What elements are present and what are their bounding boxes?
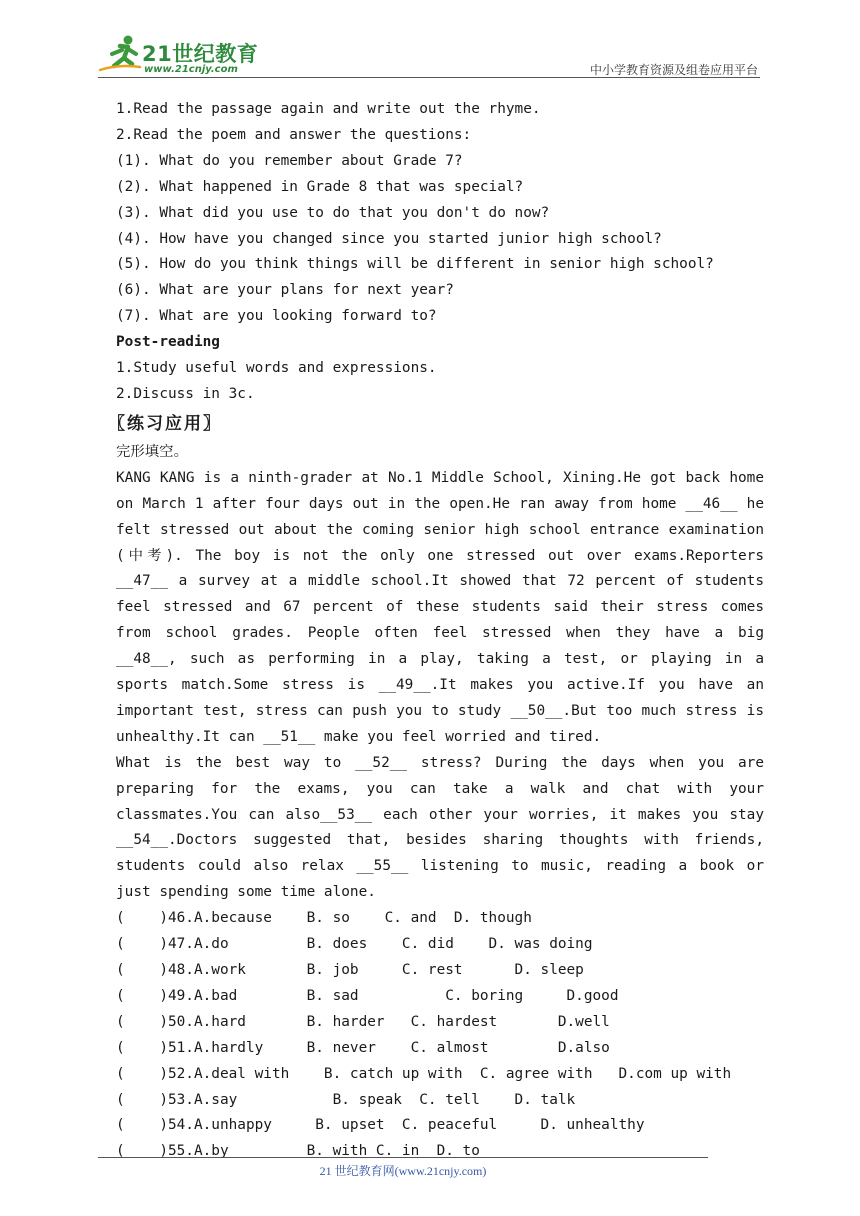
footer-link[interactable]: 21 世纪教育网(www.21cnjy.com) <box>319 1164 487 1178</box>
question-item: (5). How do you think things will be different in senior high school? <box>116 256 714 273</box>
option-row: ( )52.A.deal with B. catch up with C. agree with D.com up with <box>116 1065 732 1082</box>
platform-name: 中小学教育资源及组卷应用平台 <box>589 63 758 77</box>
cloze-paragraph-2: What is the best way to __52__ stress? During the days when you are preparing for the exams, you can take a walk and chat with your classmates.You can also__53__ each other your worries, it makes you stay __54__.Doctors suggested that, besides sharing thoughts with friends, students could also relax __55__ listening to music, reading a book or just spending some time alone. <box>116 754 764 901</box>
running-man-icon <box>98 34 142 74</box>
post-reading-heading: Post-reading <box>116 334 220 351</box>
page-header <box>98 30 760 80</box>
option-row: ( )46.A.because B. so C. and D. though <box>116 910 532 927</box>
footer-divider <box>98 1157 708 1158</box>
page-content <box>108 97 764 1165</box>
cloze-paragraph-1: KANG KANG is a ninth-grader at No.1 Middle School, Xining.He got back home on March 1 after four days out in the open.He ran away from home __46__ he felt stressed out about the coming senior high school entrance examination (中考). The boy is not the only one stressed out over exams.Reporters __47__ a survey at a middle school.It showed that 72 percent of students feel stressed and 67 percent of these students said their stress comes from school grades. People often feel stressed when they have a big __48__, such as performing in a play, taking a test, or playing in a sports match.Some stress is __49__.It makes you active.If you have an important test, stress can push you to study __50__.But too much stress is unhealthy.It can __51__ make you feel worried and tired. <box>116 469 764 745</box>
option-row: ( )48.A.work B. job C. rest D. sleep <box>116 962 584 978</box>
option-row: ( )49.A.bad B. sad C. boring D.good <box>116 987 619 1004</box>
option-row: ( )53.A.say B. speak C. tell D. talk <box>116 1091 576 1108</box>
option-row: ( )47.A.do B. does C. did D. was doing <box>116 936 593 953</box>
option-row: ( )50.A.hard B. harder C. hardest D.well <box>116 1013 610 1030</box>
practice-section-title: 〖练习应用〗 <box>108 413 222 434</box>
option-row: ( )55.A.by B. with C. in D. to <box>116 1143 480 1160</box>
option-row: ( )51.A.hardly B. never C. almost D.also <box>116 1039 610 1056</box>
header-divider <box>98 77 760 78</box>
reading-item: 1.Read the passage again and write out the rhyme. <box>116 101 541 117</box>
question-item: (7). What are you looking forward to? <box>116 308 437 325</box>
site-logo[interactable] <box>98 34 268 78</box>
reading-item: 2.Read the poem and answer the questions: <box>116 126 472 143</box>
question-item: (4). How have you changed since you started junior high school? <box>116 230 662 247</box>
cloze-options <box>116 906 764 1165</box>
logo-text: 21世纪教育 <box>142 42 259 66</box>
reading-tasks <box>116 97 764 330</box>
question-item: (6). What are your plans for next year? <box>116 282 454 299</box>
option-row: ( )54.A.unhappy B. upset C. peaceful D. unhealthy <box>116 1117 645 1134</box>
question-item: (3). What did you use to do that you don't do now? <box>116 204 550 221</box>
logo-url: www.21cnjy.com <box>144 64 238 75</box>
question-item: (1). What do you remember about Grade 7? <box>116 152 463 169</box>
cloze-instruction: 完形填空。 <box>116 443 188 460</box>
post-reading-item: 1.Study useful words and expressions. <box>116 360 437 377</box>
post-reading-item: 2.Discuss in 3c. <box>116 385 255 402</box>
question-item: (2). What happened in Grade 8 that was special? <box>116 178 524 195</box>
